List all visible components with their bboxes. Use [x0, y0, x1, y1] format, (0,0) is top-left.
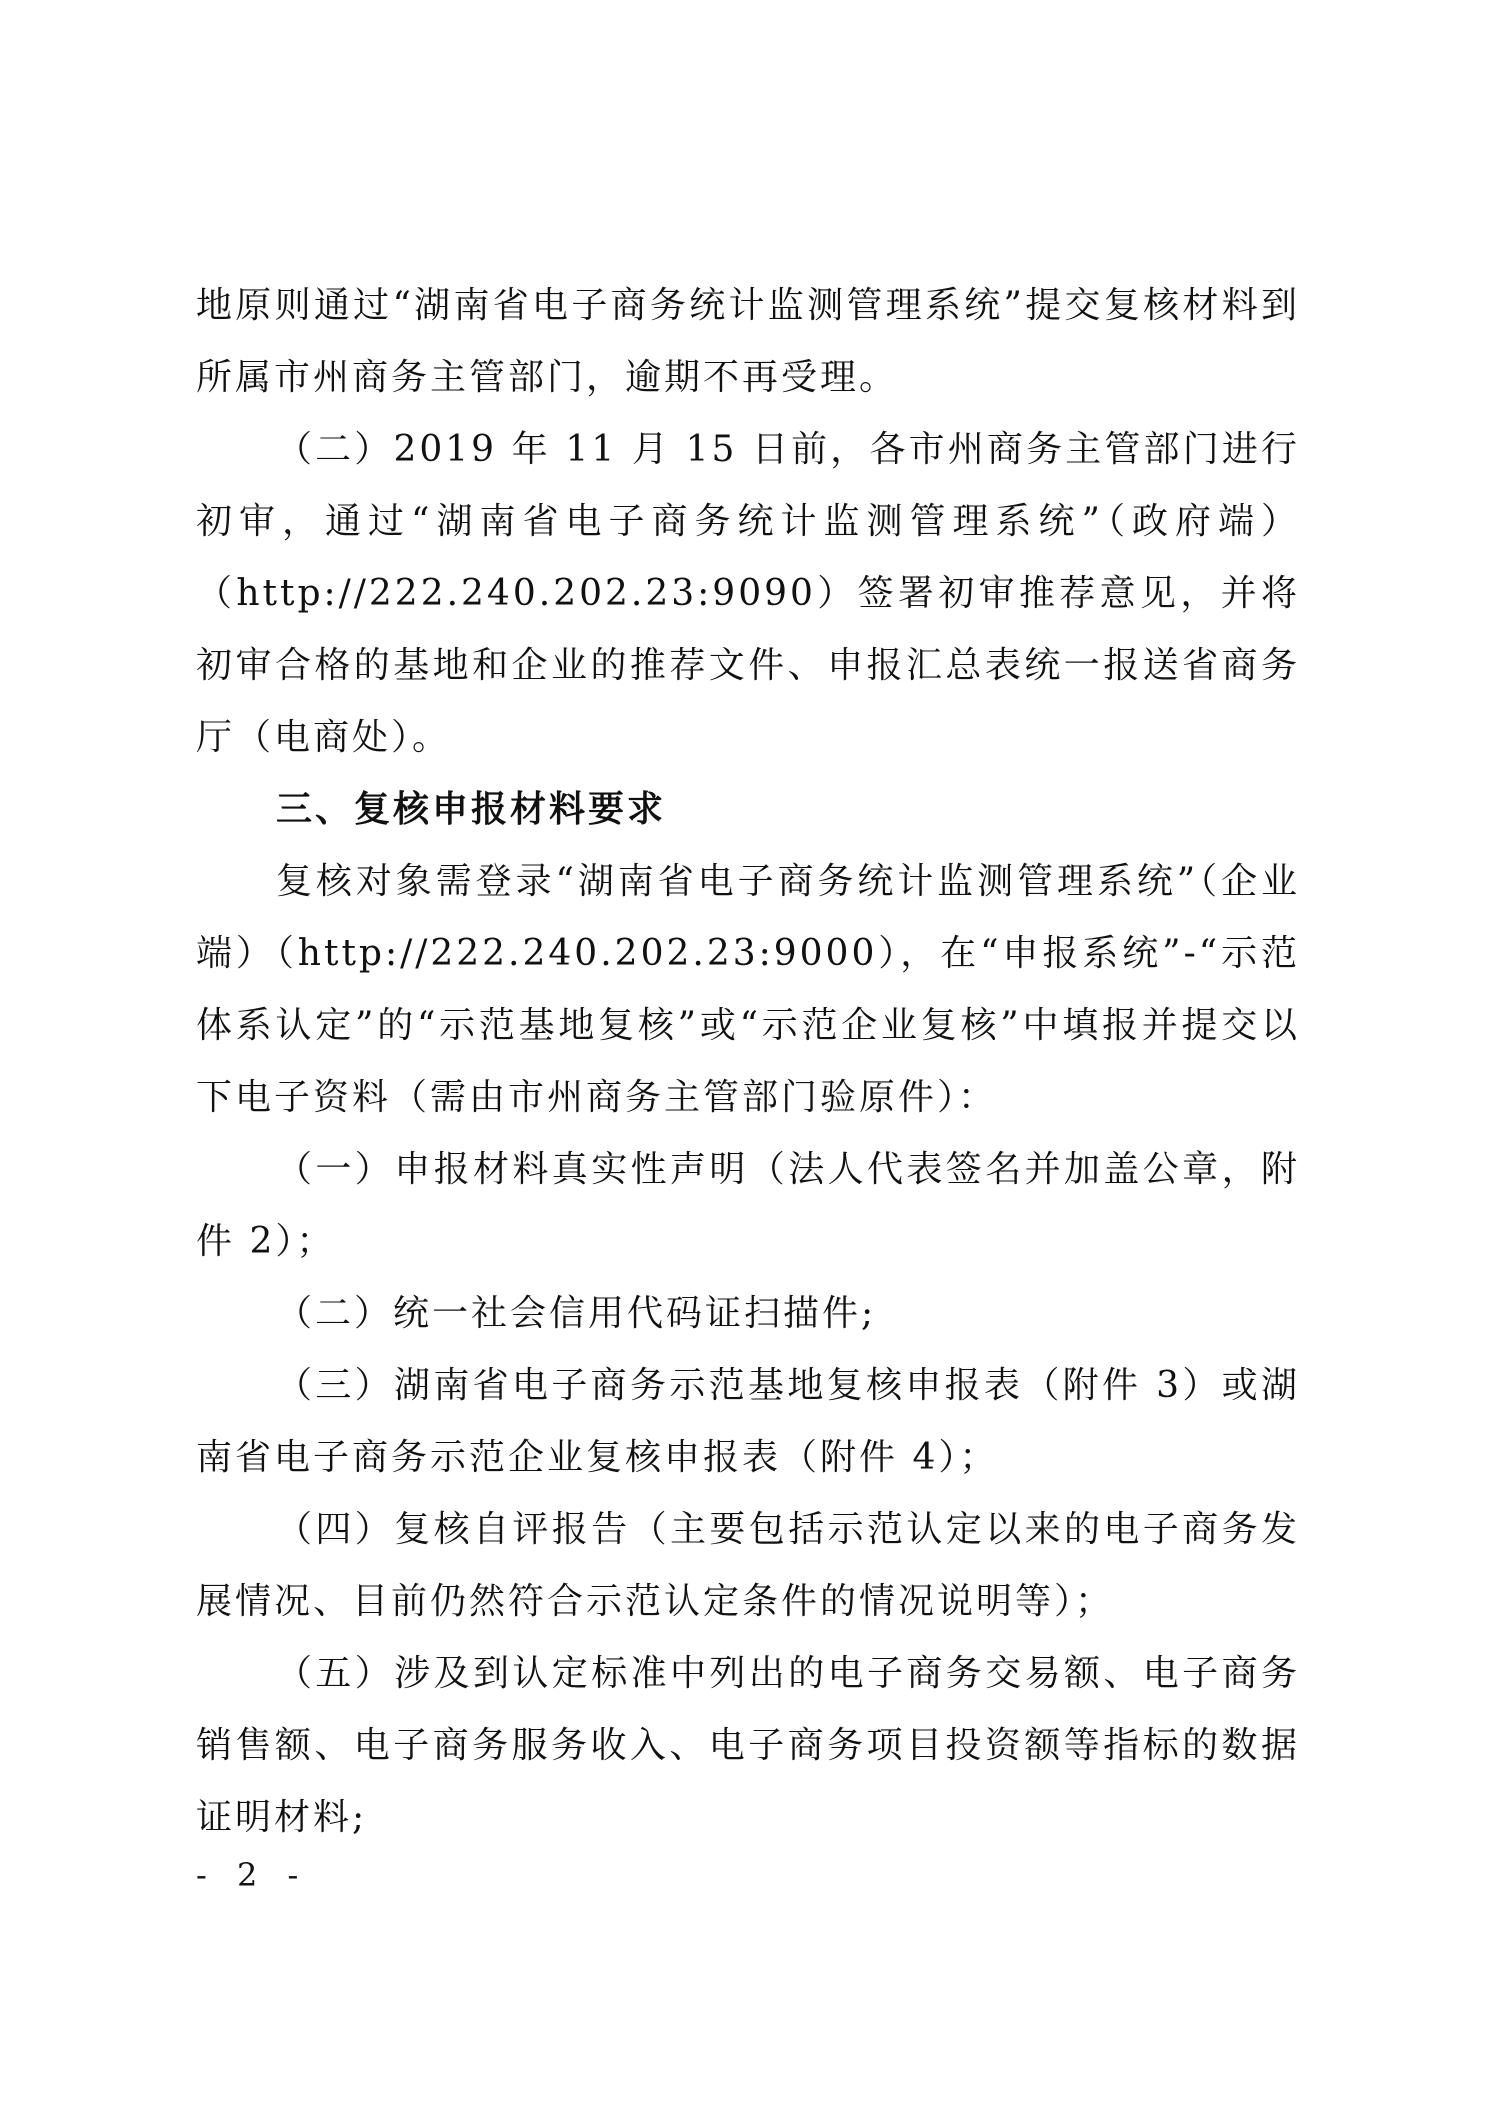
- list-item-3: （三）湖南省电子商务示范基地复核申报表（附件 3）或湖南省电子商务示范企业复核申报表（附件 4）；: [196, 1365, 1300, 1478]
- list-item-4: （四）复核自评报告（主要包括示范认定以来的电子商务发展情况、目前仍然符合示范认定条件的情况说明等）；: [196, 1509, 1300, 1622]
- list-item-1: （一）申报材料真实性声明（法人代表签名并加盖公章，附件 2）；: [196, 1149, 1300, 1262]
- page-number: - 2 -: [196, 1856, 309, 1894]
- list-item-5: （五）涉及到认定标准中列出的电子商务交易额、电子商务销售额、电子商务服务收入、电子商务项目投资额等指标的数据证明材料;: [196, 1653, 1300, 1838]
- paragraph-continuation: 地原则通过“湖南省电子商务统计监测管理系统”提交复核材料到所属市州商务主管部门，逾期不再受理。: [196, 285, 1300, 398]
- section-heading-3: 三、复核申报材料要求: [276, 789, 667, 830]
- list-item-2: （二）统一社会信用代码证扫描件;: [276, 1293, 877, 1334]
- paragraph-requirements-intro: 复核对象需登录“湖南省电子商务统计监测管理系统”（企业端）（http://222.240.202.23:9000），在“申报系统”-“示范体系认定”的“示范基地复核”或“示范企业复核”中填报并提交以下电子资料（需由市州商务主管部门验原件）：: [196, 861, 1300, 1118]
- paragraph-item-2-initial-review: （二）2019 年 11 月 15 日前，各市州商务主管部门进行初审，通过“湖南省电子商务统计监测管理系统”（政府端）（http://222.240.202.23:9090）签署初审推荐意见，并将初审合格的基地和企业的推荐文件、申报汇总表统一报送省商务厅（电商处）。: [196, 429, 1300, 758]
- document-body: [196, 270, 1300, 1854]
